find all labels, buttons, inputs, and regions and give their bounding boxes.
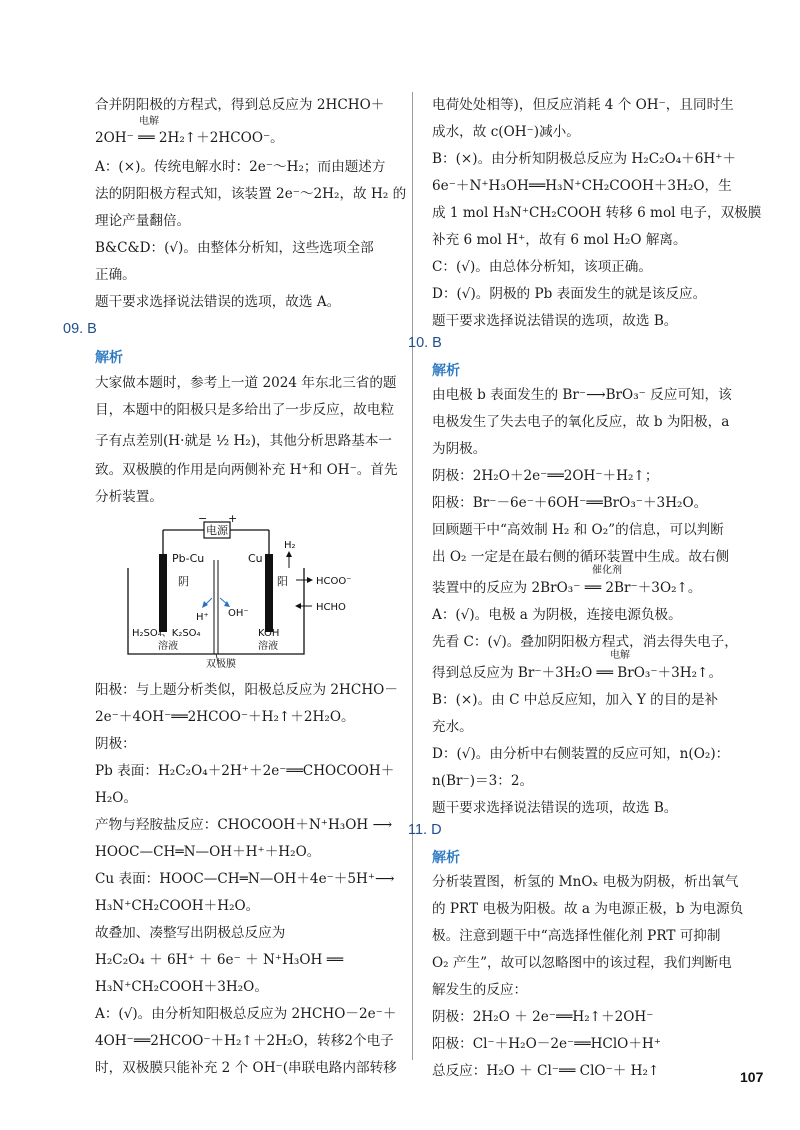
text-line: H₂C₂O₄ ＋ 6H⁺ ＋ 6e⁻ ＋ N⁺H₃OH ══ [95,952,344,968]
text-line: 阳极：与上题分析类似，阳极总反应为 2HCHO－ [95,682,398,698]
text-line: A：(√)。由分析知阳极总反应为 2HCHO－2e⁻＋ [95,1006,397,1022]
text-line: 成 1 mol H₃N⁺CH₂COOH 转移 6 mol 电子，双极膜 [432,205,762,221]
text-line: 电荷处处相等)，但反应消耗 4 个 OH⁻，且同时生 [432,97,734,113]
question-number: 09. B [63,321,97,337]
left-solution-label: H₂SO₄、K₂SO₄ [132,628,201,639]
text-line: D：(√)。由分析中右侧装置的反应可知，n(O₂)： [432,746,730,762]
text-line: 先看 C：(√)。叠加阴阳极方程式，消去得失电子， [432,634,738,650]
right-solution-label: KOH [258,628,280,639]
oh-minus-label: OH⁻ [228,608,249,619]
electrolysis-cell-diagram [126,512,376,668]
text-line: 法的阴阳极方程式知，该装置 2e⁻～2H₂，故 H₂ 的 [95,186,407,202]
text-line: 理论产量翻倍。 [95,213,191,229]
text-line: 阴极：2H₂O＋2e⁻══2OH⁻＋H₂↑； [432,468,659,484]
reaction-condition: 催化剂 [592,565,622,576]
text-line: 解发生的反应： [432,982,528,998]
text-line: 4OH⁻══2HCOO⁻＋H₂↑＋2H₂O，转移2个电子 [95,1033,394,1049]
membrane-label: 双极膜 [206,659,236,668]
text-line: 补充 6 mol H⁺，故有 6 mol H₂O 解离。 [432,232,687,248]
text-line: 成水，故 c(OH⁻)减小。 [432,124,580,140]
right-solution-label-2: 溶液 [258,641,278,652]
text-line: 极。注意到题干中“高选择性催化剂 PRT 可抑制 [432,928,721,944]
text-line: 致。双极膜的作用是向两侧补充 H⁺和 OH⁻。首先 [95,462,398,478]
text-line: 阳极：Cl⁻＋H₂O－2e⁻══HClO＋H⁺ [432,1036,661,1052]
text-line: A：(√)。电极 a 为阴极，连接电源负极。 [432,607,682,623]
anode-label: 阳 [277,575,288,588]
question-number: 11. D [408,822,442,838]
text-line: 正确。 [95,267,136,283]
power-label: 电源 [206,524,228,537]
text-line: 目，本题中的阳极只是多给出了一步反应，故电粒 [95,402,395,418]
analysis-heading: 解析 [95,349,123,365]
cu-electrode [265,554,273,632]
pb-cu-electrode [159,554,167,632]
text-line: B&C&D：(√)。由整体分析知，这些选项全部 [95,240,374,256]
text-line: 充水。 [432,719,473,735]
left-solution-label-2: 溶液 [158,641,178,652]
text-line: B：(×)。由 C 中总反应知，加入 Y 的目的是补 [432,692,719,708]
reaction-condition: 电解 [139,116,159,127]
text-line: 出 O₂ 一定是在最右侧的循环装置中生成。故右侧 [432,549,730,565]
text-line: 总反应：H₂O ＋ Cl⁻══ ClO⁻＋ H₂↑ [432,1063,660,1079]
text-line: 装置中的反应为 2BrO₃⁻ ══ 2Br⁻＋3O₂↑。 [432,580,702,596]
h-plus-label: H⁺ [196,612,209,623]
pb-cu-label: Pb-Cu [172,552,205,565]
text-line: 题干要求选择说法错误的选项，故选 B。 [432,313,678,329]
text-line: 由电极 b 表面发生的 Br⁻⟶BrO₃⁻ 反应可知，该 [432,387,732,403]
text-line: 分析装置图，析氢的 MnOₓ 电极为阴极，析出氧气 [432,874,739,890]
hcho-label: HCHO [316,602,346,613]
page-number: 107 [740,1069,764,1085]
text-line: 故叠加、凑整写出阴极总反应为 [95,925,286,941]
text-line: HOOC—CH═N—OH＋H⁺＋H₂O。 [95,844,321,860]
text-line: 题干要求选择说法错误的选项，故选 A。 [95,294,341,310]
text-line: 产物与羟胺盐反应：CHOCOOH＋N⁺H₃OH ⟶ [95,817,393,833]
question-number: 10. B [408,335,442,351]
text-line: 电极发生了失去电子的氧化反应，故 b 为阳极，a [432,414,730,430]
text-line: 合并阴阳极的方程式，得到总反应为 2HCHO＋ [95,97,385,113]
column-divider [412,92,413,1060]
text-line: 时，双极膜只能补充 2 个 OH⁻(串联电路内部转移 [95,1060,397,1076]
hcoo-label: HCOO⁻ [316,576,352,587]
text-line: D：(√)。阴极的 Pb 表面发生的就是该反应。 [432,286,707,302]
text-line: 阴极：2H₂O ＋ 2e⁻══H₂↑＋2OH⁻ [432,1009,654,1025]
text-line: B：(×)。由分析知阴极总反应为 H₂C₂O₄＋6H⁺＋ [432,151,737,167]
text-line: Cu 表面：HOOC—CH═N—OH＋4e⁻＋5H⁺⟶ [95,871,395,887]
text-line: O₂ 产生”，故可以忽略图中的该过程，我们判断电 [432,955,732,971]
text-line: n(Br⁻)＝3：2。 [432,773,534,789]
analysis-heading: 解析 [432,362,460,378]
text-line: 阳极：Br⁻－6e⁻＋6OH⁻══BrO₃⁻＋3H₂O。 [432,495,708,511]
text-line: C：(√)。由总体分析知，该项正确。 [432,259,652,275]
text-line: 大家做本题时，参考上一道 2024 年东北三省的题 [95,375,397,391]
text-line: 为阴极。 [432,441,487,457]
text-line: 的 PRT 电极为阳极。故 a 为电源正极，b 为电源负 [432,901,744,917]
h2-label: H₂ [284,540,296,551]
text-line: H₂O。 [95,790,138,806]
text-line: 2OH⁻ ══ 2H₂↑＋2HCOO⁻。 [95,130,284,146]
plus-sign: + [228,512,238,525]
text-line: 6e⁻＋N⁺H₃OH══H₃N⁺CH₂COOH＋3H₂O，生 [432,178,732,194]
text-line: H₃N⁺CH₂COOH＋3H₂O。 [95,979,268,995]
cu-label: Cu [248,552,263,565]
text-line: 子有点差别(H·就是 ½ H₂)，其他分析思路基本一 [95,433,392,449]
analysis-heading: 解析 [432,849,460,865]
cathode-label: 阴 [178,575,189,588]
text-line: 分析装置。 [95,489,163,505]
text-line: Pb 表面：H₂C₂O₄＋2H⁺＋2e⁻══CHOCOOH＋ [95,763,395,779]
text-line: 题干要求选择说法错误的选项，故选 B。 [432,800,678,816]
text-line: 2e⁻＋4OH⁻══2HCOO⁻＋H₂↑＋2H₂O。 [95,709,355,725]
minus-sign: − [198,512,208,525]
text-line: A：(×)。传统电解水时：2e⁻～H₂；而由题述方 [95,159,386,175]
text-line: 回顾题干中“高效制 H₂ 和 O₂”的信息，可以判断 [432,522,724,538]
text-line: 阴极： [95,736,136,752]
reaction-condition: 电解 [610,650,630,661]
text-line: H₃N⁺CH₂COOH＋H₂O。 [95,898,260,914]
text-line: 得到总反应为 Br⁻＋3H₂O ══ BrO₃⁻＋3H₂↑。 [432,665,723,681]
